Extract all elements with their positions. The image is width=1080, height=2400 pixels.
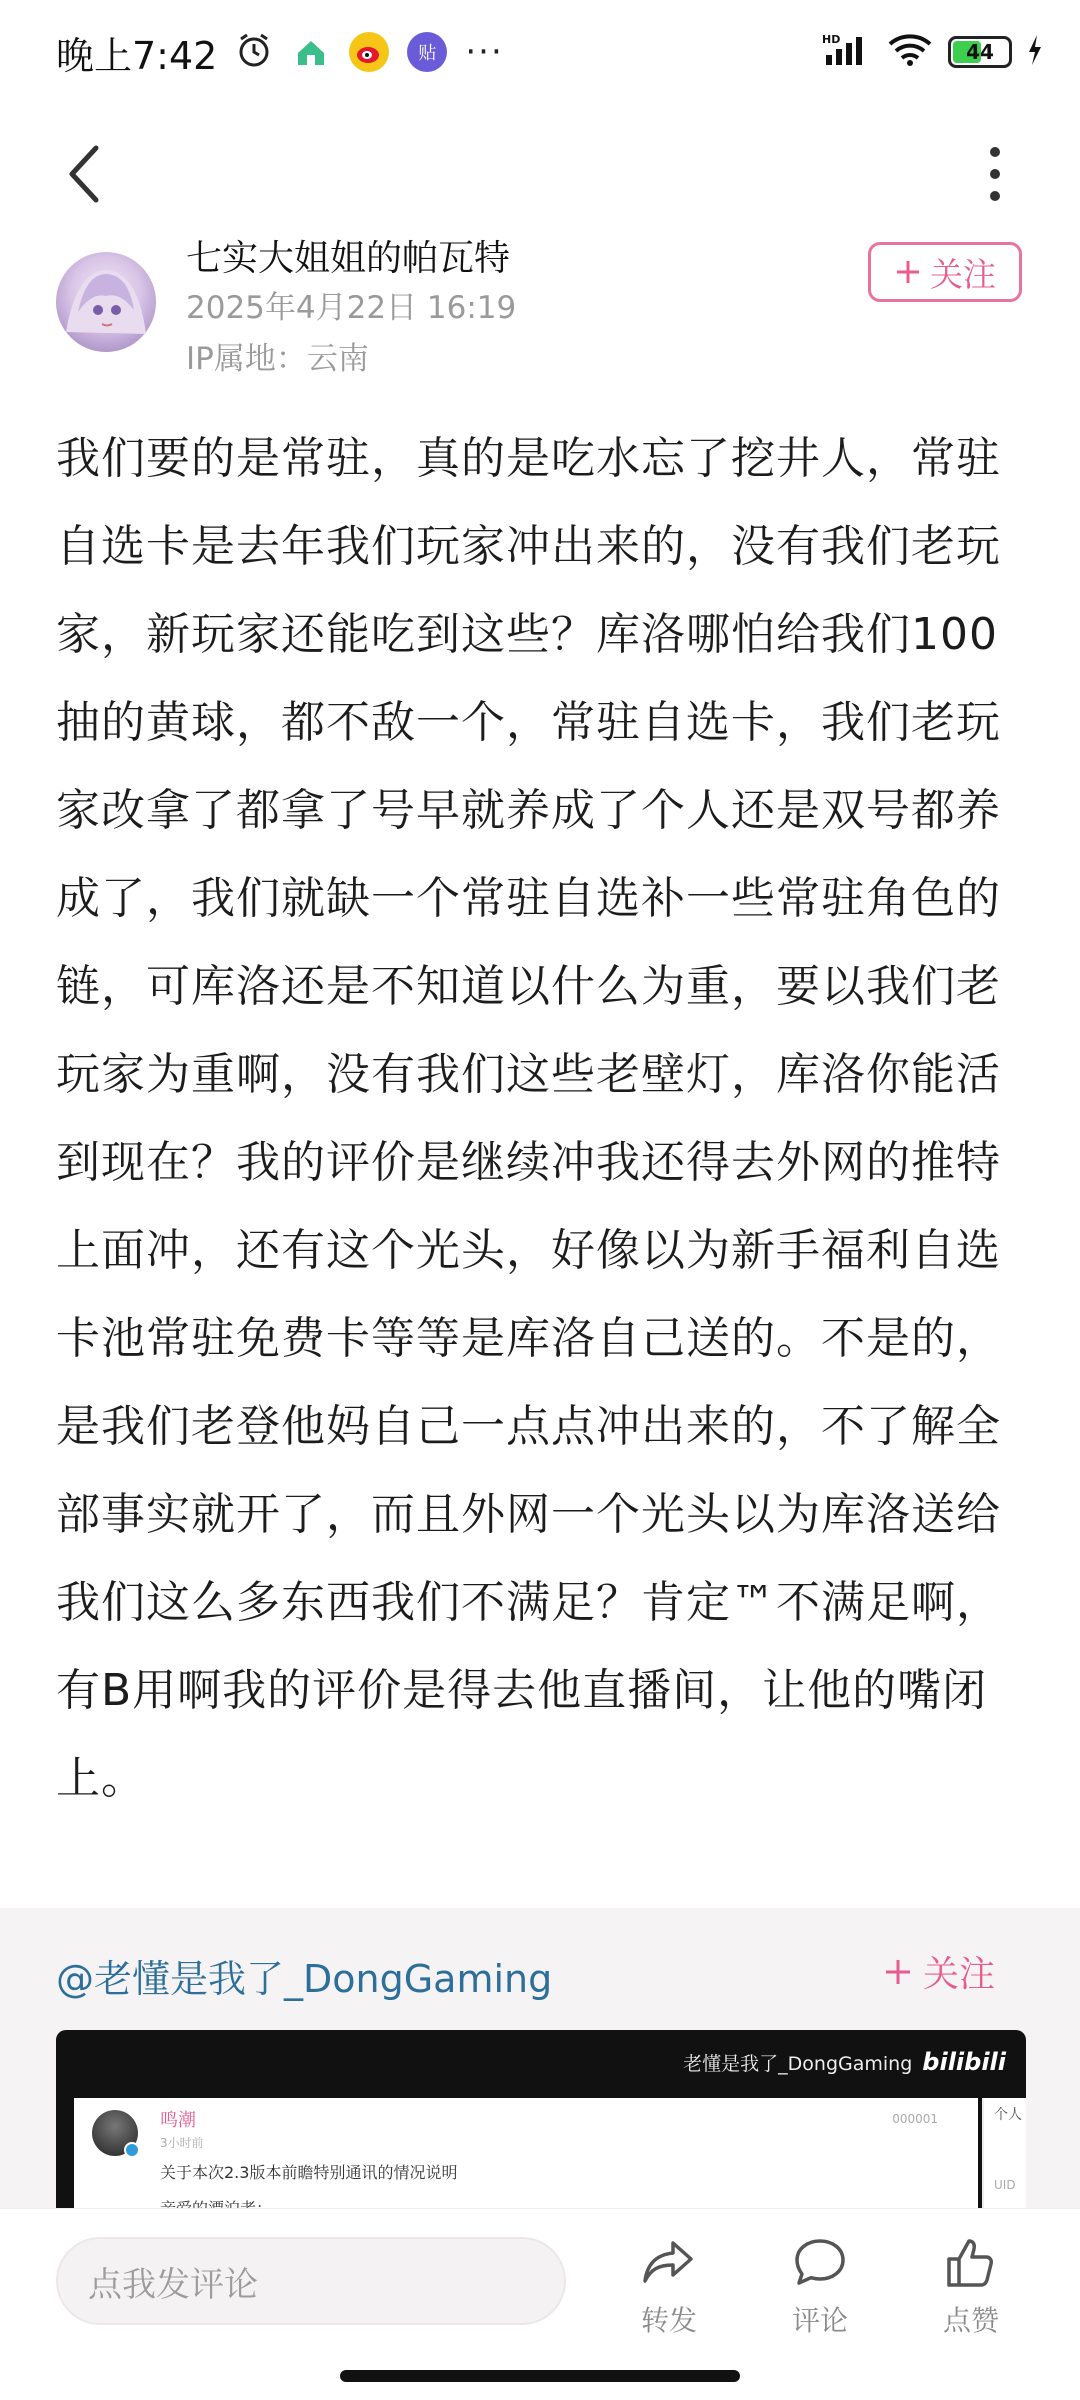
alarm-icon bbox=[235, 31, 273, 73]
signal-icon bbox=[822, 33, 872, 71]
verified-icon bbox=[124, 2142, 140, 2158]
weibo-icon bbox=[349, 32, 389, 72]
follow-button[interactable] bbox=[868, 242, 1022, 302]
card-meta: 000001 bbox=[892, 2112, 938, 2126]
comment-button[interactable] bbox=[765, 2233, 875, 2343]
media-side-panel: 个人 UID bbox=[982, 2098, 1026, 2208]
battery-icon: 44 bbox=[948, 36, 1012, 68]
more-options-button[interactable] bbox=[975, 134, 1015, 214]
status-bar bbox=[0, 0, 1080, 104]
like-button[interactable] bbox=[916, 2233, 1026, 2343]
comment-placeholder: 点我发评论 bbox=[88, 2264, 258, 2305]
comment-label: 评论 bbox=[791, 2304, 848, 2337]
tieba-icon: 贴 bbox=[407, 32, 447, 72]
top-nav bbox=[0, 104, 1080, 244]
post-text: 我们要的是常驻，真的是吃水忘了挖井人，常驻自选卡是去年我们玩家冲出来的，没有我们老玩家，新玩家还能吃到这些？库洛哪怕给我们100抽的黄球，都不敌一个，常驻自选卡，我们老玩家改拿了都拿了号早就养成了个人还是双号都养成了，我们就缺一个常驻自选补一些常驻角色的链，可库洛还是不知道以什么为重，要以我们老玩家为重啊，没有我们这些老壁灯，库洛你能活到现在？我的评价是继续冲我还得去外网的推特上面冲，还有这个光头，好像以为新手福利自选卡池常驻免费卡等等是库洛自己送的。不是的，是我们老登他妈自己一点点冲出来的，不了解全部事实就开了，而且外网一个光头以为库洛送给我们这么多东西我们不满足？肯定™不满足啊，有B用啊我的评价是得去他直播间，让他的嘴闭上。 bbox=[56, 433, 1001, 1804]
share-icon bbox=[639, 2233, 699, 2293]
repost-follow-label: 关注 bbox=[922, 1954, 995, 1995]
share-label: 转发 bbox=[640, 2304, 697, 2337]
repost-media-image[interactable] bbox=[56, 2030, 1026, 2208]
app-notification-icon bbox=[291, 32, 331, 72]
thumbs-up-icon bbox=[941, 2233, 1001, 2293]
share-button[interactable] bbox=[614, 2233, 724, 2343]
more-vertical-icon bbox=[975, 134, 1015, 214]
comment-icon bbox=[790, 2233, 850, 2293]
more-notifications-icon: ··· bbox=[465, 32, 504, 72]
media-watermark: 老懂是我了_DongGaming bilibili bbox=[683, 2048, 1006, 2076]
comment-input[interactable] bbox=[56, 2237, 566, 2325]
card-name: 鸣潮 bbox=[160, 2110, 196, 2131]
repost-follow-button[interactable] bbox=[883, 1946, 995, 1997]
repost-section bbox=[0, 1908, 1080, 2208]
like-label: 点赞 bbox=[942, 2304, 999, 2337]
media-screenshot-card bbox=[74, 2098, 978, 2208]
plus-icon bbox=[894, 258, 922, 286]
card-time: 3小时前 bbox=[160, 2136, 204, 2150]
charging-icon bbox=[1026, 33, 1044, 71]
back-button[interactable] bbox=[56, 134, 116, 214]
author-name[interactable]: 七实大姐姐的帕瓦特 bbox=[186, 238, 511, 279]
plus-icon bbox=[883, 1957, 913, 1987]
status-time: 晚上7:42 bbox=[56, 33, 218, 78]
chevron-left-icon bbox=[56, 134, 116, 214]
card-title: 关于本次2.3版本前瞻特别通讯的情况说明 bbox=[160, 2163, 458, 2182]
follow-label: 关注 bbox=[930, 254, 996, 294]
svg-text:HD: HD bbox=[822, 33, 841, 46]
ip-location: IP属地：云南 bbox=[186, 341, 369, 377]
bilibili-logo: bilibili bbox=[922, 2048, 1006, 2076]
author-info bbox=[56, 230, 1026, 380]
home-indicator[interactable] bbox=[340, 2370, 740, 2382]
wifi-icon bbox=[886, 32, 934, 72]
repost-user-link[interactable]: @老懂是我了_DongGaming bbox=[56, 1957, 553, 2001]
avatar[interactable] bbox=[56, 252, 156, 352]
post-date: 2025年4月22日 16:19 bbox=[186, 290, 517, 326]
